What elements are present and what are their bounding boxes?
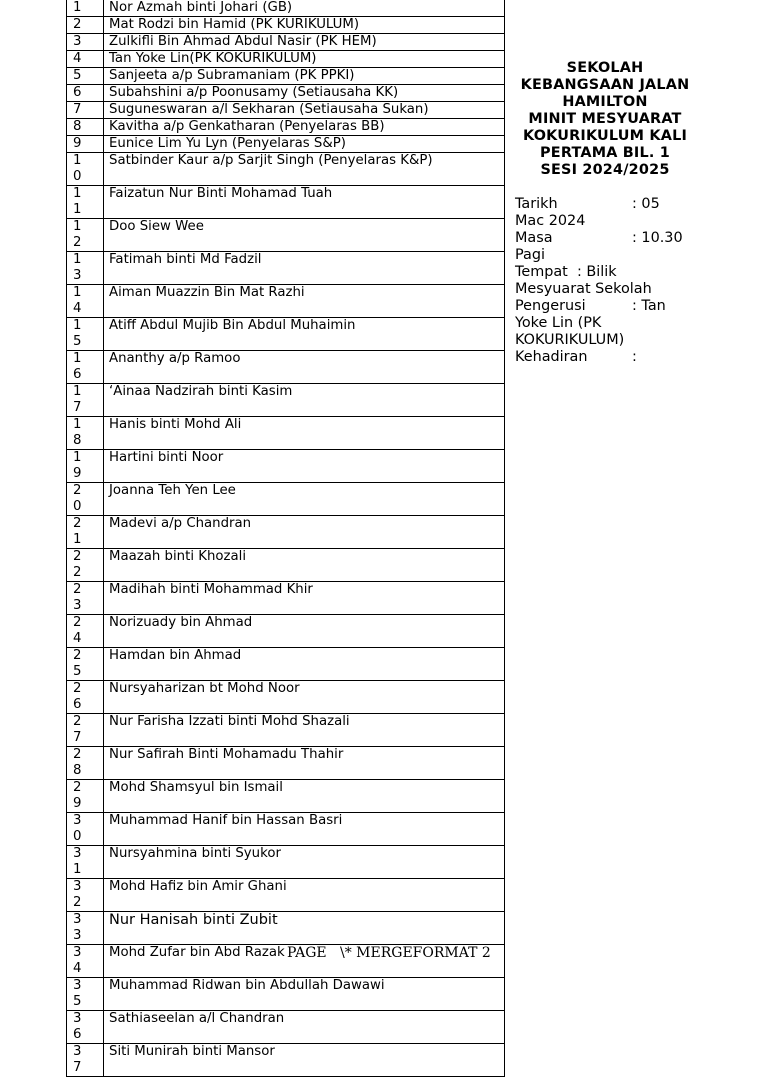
attendee-row [67,136,505,153]
attendee-number: 4 [67,51,104,68]
attendee-row [67,351,505,384]
attendee-name: Hartini binti Noor [104,450,505,483]
attendee-name: Kavitha a/p Genkatharan (Penyelaras BB) [104,119,505,136]
page-footer-field: PAGE \* MERGEFORMAT 2 [287,945,491,961]
tarikh-continuation: Mac 2024 [515,213,586,229]
attendee-name: Maazah binti Khozali [104,549,505,582]
kehadiran-value: : [632,349,637,365]
pengerusi-line [515,298,695,315]
attendee-number: 1 7 [67,384,104,417]
attendee-number: 5 [67,68,104,85]
attendee-name: Subahshini a/p Poonusamy (Setiausaha KK) [104,85,505,102]
attendee-name: Atiff Abdul Mujib Bin Abdul Muhaimin [104,318,505,351]
attendee-row [67,17,505,34]
attendee-name: Zulkifli Bin Ahmad Abdul Nasir (PK HEM) [104,34,505,51]
attendee-name: Nur Farisha Izzati binti Mohd Shazali [104,714,505,747]
attendee-number: 3 [67,34,104,51]
masa-line [515,230,695,247]
attendee-name: Madihah binti Mohammad Khir [104,582,505,615]
heading-line: SESI 2024/2025 [540,162,670,178]
attendance-table [66,0,505,1077]
heading-line: KEBANGSAAN JALAN [520,77,690,93]
attendee-number: 2 2 [67,549,104,582]
attendee-row [67,119,505,136]
attendee-number: 1 3 [67,252,104,285]
attendee-name: Satbinder Kaur a/p Sarjit Singh (Penyelaras K&P) [104,153,505,186]
attendee-number: 1 1 [67,186,104,219]
attendee-row [67,384,505,417]
attendee-number: 1 6 [67,351,104,384]
attendee-row [67,780,505,813]
masa-label: Masa [515,230,553,246]
attendee-row [67,252,505,285]
attendee-number: 2 3 [67,582,104,615]
attendee-number: 1 5 [67,318,104,351]
attendee-name: Faizatun Nur Binti Mohamad Tuah [104,186,505,219]
attendee-number: 9 [67,136,104,153]
meeting-info-panel [515,60,695,366]
attendee-row [67,1011,505,1044]
attendee-name: Suguneswaran a/l Sekharan (Setiausaha Sukan) [104,102,505,119]
attendee-number: 8 [67,119,104,136]
attendee-name: Muhammad Ridwan bin Abdullah Dawawi [104,978,505,1011]
heading-line: HAMILTON [562,94,648,110]
tarikh-value: : 05 [632,196,660,212]
attendance-table-body [67,0,505,1077]
attendee-number: 3 4 [67,945,104,978]
attendee-number: 1 0 [67,153,104,186]
attendee-number: 3 7 [67,1044,104,1077]
attendee-name: Mohd Shamsyul bin Ismail [104,780,505,813]
masa-continuation: Pagi [515,247,545,263]
attendee-row [67,417,505,450]
attendee-number: 2 6 [67,681,104,714]
meeting-heading [515,60,695,179]
tarikh-line [515,196,695,213]
attendee-row [67,318,505,351]
masa-value: : 10.30 [632,230,683,246]
attendee-name: Nur Hanisah binti Zubit [104,912,505,945]
attendee-row [67,978,505,1011]
attendee-row [67,219,505,252]
attendee-name: Siti Munirah binti Mansor [104,1044,505,1077]
attendee-name: Ananthy a/p Ramoo [104,351,505,384]
attendee-number: 7 [67,102,104,119]
attendee-name: Eunice Lim Yu Lyn (Penyelaras S&P) [104,136,505,153]
attendee-number: 3 1 [67,846,104,879]
attendee-name: Nor Azmah binti Johari (GB) [104,0,505,17]
attendee-name: Madevi a/p Chandran [104,516,505,549]
attendee-name: Sathiaseelan a/l Chandran [104,1011,505,1044]
attendee-name: ‘Ainaa Nadzirah binti Kasim [104,384,505,417]
attendee-row [67,549,505,582]
attendee-row [67,51,505,68]
attendee-number: 2 1 [67,516,104,549]
attendee-number: 2 0 [67,483,104,516]
attendee-number: 1 [67,0,104,17]
attendee-number: 3 3 [67,912,104,945]
attendee-row [67,483,505,516]
attendee-number: 3 2 [67,879,104,912]
tempat-continuation: Mesyuarat Sekolah [515,281,652,297]
attendee-name: Joanna Teh Yen Lee [104,483,505,516]
attendee-name: Mat Rodzi bin Hamid (PK KURIKULUM) [104,17,505,34]
attendee-number: 2 9 [67,780,104,813]
attendee-name: Sanjeeta a/p Subramaniam (PK PPKI) [104,68,505,85]
attendee-row [67,582,505,615]
heading-line: SEKOLAH [566,60,644,76]
attendee-name: Doo Siew Wee [104,219,505,252]
attendee-row [67,0,505,17]
attendee-number: 2 4 [67,615,104,648]
attendee-number: 2 [67,17,104,34]
attendee-row [67,681,505,714]
attendee-number: 1 2 [67,219,104,252]
attendee-row [67,912,505,945]
attendee-name: Hanis binti Mohd Ali [104,417,505,450]
attendee-row [67,450,505,483]
attendee-row [67,85,505,102]
attendee-row [67,102,505,119]
attendee-row [67,516,505,549]
attendee-name: Nur Safirah Binti Mohamadu Thahir [104,747,505,780]
attendee-name: Muhammad Hanif bin Hassan Basri [104,813,505,846]
attendee-number: 3 0 [67,813,104,846]
heading-line: KOKURIKULUM KALI [522,128,688,144]
attendee-row [67,648,505,681]
attendee-row [67,186,505,219]
attendee-number: 2 8 [67,747,104,780]
attendee-number: 6 [67,85,104,102]
attendee-number: 1 8 [67,417,104,450]
heading-line: MINIT MESYUARAT [528,111,682,127]
pengerusi-label: Pengerusi [515,298,586,314]
attendee-row [67,1044,505,1077]
attendee-name: Norizuady bin Ahmad [104,615,505,648]
attendee-row [67,153,505,186]
attendee-name: Fatimah binti Md Fadzil [104,252,505,285]
attendee-row [67,68,505,85]
tarikh-label: Tarikh [515,196,558,212]
tempat-line: Tempat : Bilik [515,264,617,280]
attendee-row [67,879,505,912]
attendee-row [67,846,505,879]
attendee-name: Nursyahmina binti Syukor [104,846,505,879]
pengerusi-continuation: Yoke Lin (PK [515,315,602,331]
pengerusi-continuation: KOKURIKULUM) [515,332,625,348]
attendee-row [67,285,505,318]
attendee-row [67,34,505,51]
attendee-name: Nursyaharizan bt Mohd Noor [104,681,505,714]
attendee-name: Mohd Hafiz bin Amir Ghani [104,879,505,912]
attendee-name: Mohd Zufar bin Abd Razak [104,945,505,978]
kehadiran-label: Kehadiran [515,349,588,365]
pengerusi-value: : Tan [632,298,666,314]
attendee-row [67,747,505,780]
attendee-number: 2 5 [67,648,104,681]
attendee-number: 2 7 [67,714,104,747]
kehadiran-line [515,349,695,366]
attendee-row [67,714,505,747]
attendee-name: Tan Yoke Lin(PK KOKURIKULUM) [104,51,505,68]
heading-line: PERTAMA BIL. 1 [540,145,670,161]
attendee-number: 1 9 [67,450,104,483]
attendee-row [67,615,505,648]
attendee-name: Aiman Muazzin Bin Mat Razhi [104,285,505,318]
attendee-number: 1 4 [67,285,104,318]
attendee-row [67,813,505,846]
attendee-number: 3 5 [67,978,104,1011]
attendee-name: Hamdan bin Ahmad [104,648,505,681]
attendee-number: 3 6 [67,1011,104,1044]
